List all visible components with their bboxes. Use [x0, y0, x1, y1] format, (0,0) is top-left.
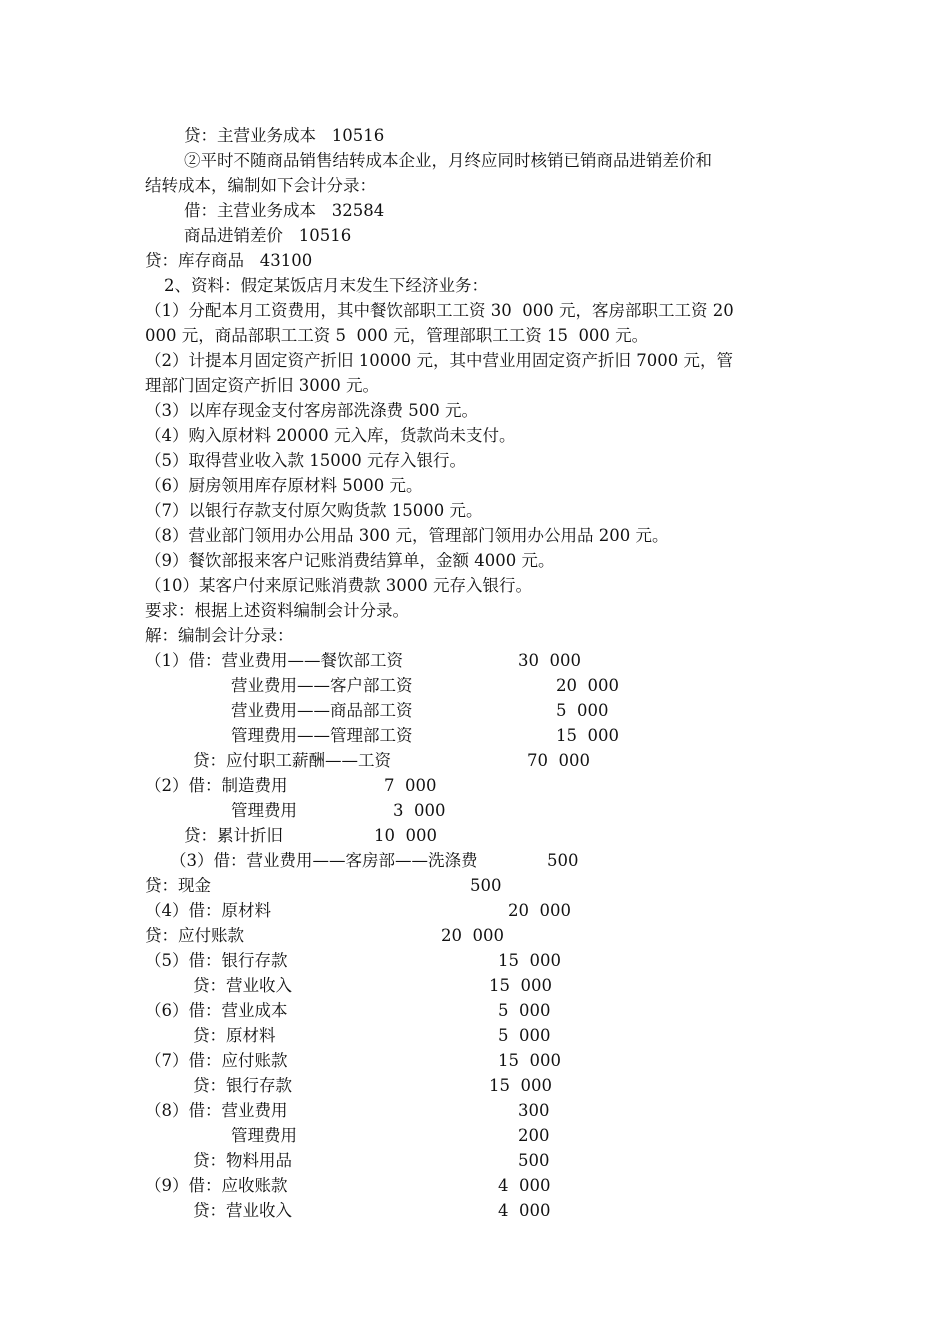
amount-value: 20 000 [441, 926, 504, 945]
text-line: 贷：主营业务成本 10516 [184, 126, 385, 145]
text-line: （5）借：银行存款 [145, 951, 288, 970]
text-line: （3）以库存现金支付客房部洗涤费 500 元。 [145, 401, 478, 420]
text-line: （3）借：营业费用——客房部——洗涤费 [170, 851, 478, 870]
text-line: 营业费用——客户部工资 [231, 676, 413, 695]
amount-value: 500 [518, 1151, 550, 1170]
text-line: 2、资料：假定某饭店月末发生下经济业务： [164, 276, 488, 295]
text-line: 贷：原材料 [193, 1026, 276, 1045]
text-line: （9）借：应收账款 [145, 1176, 288, 1195]
text-line: （1）分配本月工资费用，其中餐饮部职工工资 30 000 元，客房部职工工资 20 [145, 301, 734, 320]
amount-value: 500 [547, 851, 579, 870]
amount-value: 10 000 [374, 826, 437, 845]
text-line: （7）以银行存款支付原欠购货款 15000 元。 [145, 501, 483, 520]
text-line: 000 元，商品部职工工资 5 000 元，管理部职工工资 15 000 元。 [145, 326, 649, 345]
text-line: 管理费用——管理部工资 [231, 726, 413, 745]
text-line: 借：主营业务成本 32584 [184, 201, 385, 220]
text-line: 贷：应付账款 [145, 926, 244, 945]
text-line: 贷：营业收入 [193, 1201, 292, 1220]
amount-value: 20 000 [508, 901, 571, 920]
text-line: （10）某客户付来原记账消费款 3000 元存入银行。 [145, 576, 532, 595]
amount-value: 5 000 [556, 701, 609, 720]
text-line: 管理费用 [231, 801, 297, 820]
text-line: （6）厨房领用库存原材料 5000 元。 [145, 476, 423, 495]
amount-value: 4 000 [498, 1201, 551, 1220]
amount-value: 15 000 [498, 951, 561, 970]
text-line: 商品进销差价 10516 [184, 226, 352, 245]
amount-value: 500 [470, 876, 502, 895]
text-line: （2）计提本月固定资产折旧 10000 元，其中营业用固定资产折旧 7000 元，管 [145, 351, 733, 370]
amount-value: 7 000 [384, 776, 437, 795]
amount-value: 30 000 [518, 651, 581, 670]
text-line: 贷：应付职工薪酬——工资 [193, 751, 391, 770]
text-line: 贷：营业收入 [193, 976, 292, 995]
amount-value: 15 000 [489, 1076, 552, 1095]
amount-value: 15 000 [489, 976, 552, 995]
amount-value: 300 [518, 1101, 550, 1120]
text-line: 要求：根据上述资料编制会计分录。 [145, 601, 409, 620]
amount-value: 5 000 [498, 1026, 551, 1045]
amount-value: 200 [518, 1126, 550, 1145]
text-line: （5）取得营业收入款 15000 元存入银行。 [145, 451, 466, 470]
text-line: 营业费用——商品部工资 [231, 701, 413, 720]
amount-value: 15 000 [556, 726, 619, 745]
text-line: （9）餐饮部报来客户记账消费结算单，金额 4000 元。 [145, 551, 555, 570]
text-line: （8）借：营业费用 [145, 1101, 288, 1120]
text-line: （2）借：制造费用 [145, 776, 288, 795]
text-line: 管理费用 [231, 1126, 297, 1145]
amount-value: 5 000 [498, 1001, 551, 1020]
text-line: 结转成本，编制如下会计分录： [145, 176, 376, 195]
text-line: 贷：现金 [145, 876, 211, 895]
amount-value: 15 000 [498, 1051, 561, 1070]
text-line: （1）借：营业费用——餐饮部工资 [145, 651, 403, 670]
text-line: （6）借：营业成本 [145, 1001, 288, 1020]
amount-value: 3 000 [393, 801, 446, 820]
text-line: 贷：库存商品 43100 [145, 251, 313, 270]
text-line: （8）营业部门领用办公用品 300 元，管理部门领用办公用品 200 元。 [145, 526, 669, 545]
text-line: 贷：累计折旧 [184, 826, 283, 845]
amount-value: 20 000 [556, 676, 619, 695]
amount-value: 4 000 [498, 1176, 551, 1195]
text-line: （7）借：应付账款 [145, 1051, 288, 1070]
text-line: 贷：物料用品 [193, 1151, 292, 1170]
text-line: （4）购入原材料 20000 元入库，货款尚未支付。 [145, 426, 516, 445]
text-line: 贷：银行存款 [193, 1076, 292, 1095]
text-line: 理部门固定资产折旧 3000 元。 [145, 376, 379, 395]
text-line: 解：编制会计分录： [145, 626, 294, 645]
text-line: ②平时不随商品销售结转成本企业，月终应同时核销已销商品进销差价和 [184, 151, 712, 170]
text-line: （4）借：原材料 [145, 901, 271, 920]
amount-value: 70 000 [527, 751, 590, 770]
